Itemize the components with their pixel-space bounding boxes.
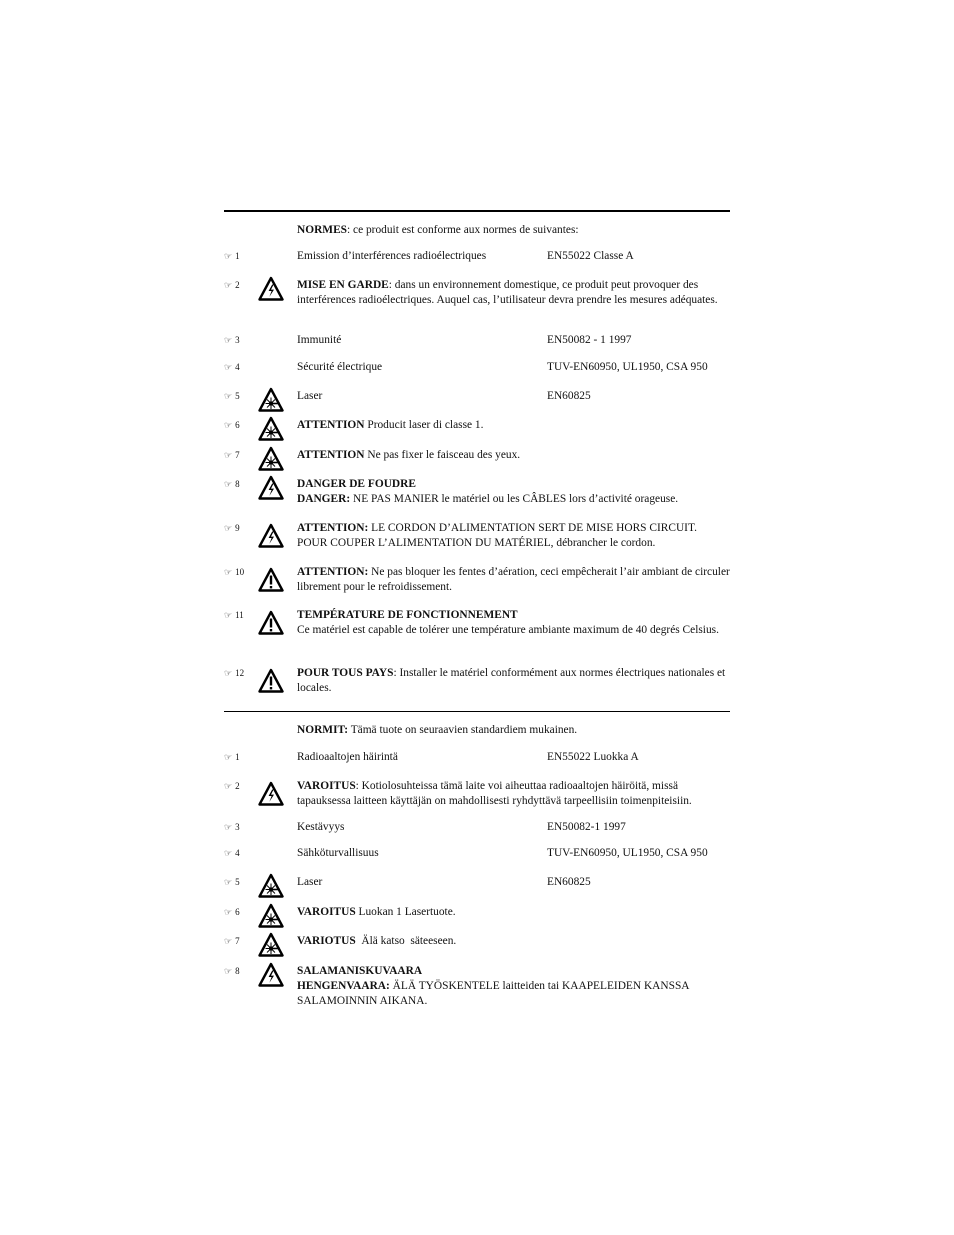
laser-hazard-icon (258, 903, 284, 929)
item-text: Immunité (297, 334, 342, 346)
item-text: VAROITUS Luokan 1 Lasertuote. (297, 906, 456, 918)
item-text: Radioaaltojen häirintä (297, 751, 398, 763)
pointing-hand-icon: ☞ (224, 392, 233, 402)
pointing-hand-icon: ☞ (224, 937, 233, 947)
item-number: ☞ 3 (224, 335, 240, 346)
item-text: Laser (297, 390, 323, 402)
item-text: Sähköturvallisuus (297, 847, 379, 859)
item-number: ☞ 11 (224, 610, 244, 621)
item-number: ☞ 12 (224, 668, 245, 679)
item-standard: EN55022 Luokka A (547, 751, 639, 763)
pointing-hand-icon: ☞ (224, 524, 233, 534)
laser-hazard-icon (258, 387, 284, 413)
item-standard: TUV-EN60950, UL1950, CSA 950 (547, 361, 708, 373)
item-text: ATTENTION Ne pas fixer le faisceau des yeux. (297, 449, 521, 461)
fi-intro-label: NORMIT: (297, 724, 349, 736)
item-number: ☞ 2 (224, 781, 240, 792)
pointing-hand-icon: ☞ (224, 823, 233, 833)
item-number: ☞ 3 (224, 822, 240, 833)
pointing-hand-icon: ☞ (224, 611, 233, 621)
item-text: DANGER DE FOUDRE DANGER: NE PAS MANIER le matériel ou les CÂBLES lors d’activité orageuse. (297, 478, 679, 505)
item-number: ☞ 10 (224, 567, 245, 578)
item-number: ☞ 6 (224, 907, 240, 918)
pointing-hand-icon: ☞ (224, 363, 233, 373)
item-number: ☞ 9 (224, 523, 240, 534)
item-number: ☞ 8 (224, 479, 240, 490)
item-standard: EN60825 (547, 876, 591, 888)
electrical-hazard-icon (258, 475, 284, 501)
item-standard: TUV-EN60950, UL1950, CSA 950 (547, 847, 708, 859)
item-standard: EN60825 (547, 390, 591, 402)
item-number: ☞ 5 (224, 877, 240, 888)
item-text: SALAMANISKUVAARA HENGENVAARA: ÄLÄ TYÖSKENTELE laitteiden tai KAAPELEIDEN KANSSA SALAMOINNIN AIKANA. (297, 965, 689, 1007)
item-standard: EN50082 - 1 1997 (547, 334, 632, 346)
item-number: ☞ 8 (224, 966, 240, 977)
laser-hazard-icon (258, 873, 284, 899)
item-number: ☞ 7 (224, 450, 240, 461)
fi-intro (297, 723, 577, 738)
electrical-hazard-icon (258, 523, 284, 549)
pointing-hand-icon: ☞ (224, 878, 233, 888)
pointing-hand-icon: ☞ (224, 421, 233, 431)
item-standard: EN55022 Classe A (547, 250, 634, 262)
fr-intro (297, 223, 579, 238)
pointing-hand-icon: ☞ (224, 281, 233, 291)
item-number: ☞ 4 (224, 848, 240, 859)
laser-hazard-icon (258, 932, 284, 958)
item-text: VAROITUS: Kotiolosuhteissa tämä laite voi aiheuttaa radioaaltojen häiröitä, missä tapauksessa laitteen käyttäjän on mahdollisesti ryhdyttävä tarpeellisiin toimenpiteisiin. (297, 780, 692, 807)
pointing-hand-icon: ☞ (224, 568, 233, 578)
pointing-hand-icon: ☞ (224, 849, 233, 859)
item-text: TEMPÉRATURE DE FONCTIONNEMENT Ce matériel est capable de tolérer une température ambiante maximum de 40 degrés Celsius. (297, 609, 719, 636)
pointing-hand-icon: ☞ (224, 480, 233, 490)
caution-icon (258, 610, 284, 636)
caution-icon (258, 567, 284, 593)
item-number: ☞ 1 (224, 752, 240, 763)
pointing-hand-icon: ☞ (224, 336, 233, 346)
pointing-hand-icon: ☞ (224, 782, 233, 792)
pointing-hand-icon: ☞ (224, 669, 233, 679)
laser-hazard-icon (258, 416, 284, 442)
item-text: ATTENTION: LE CORDON D’ALIMENTATION SERT DE MISE HORS CIRCUIT. POUR COUPER L’ALIMENTATION DU MATÉRIEL, débrancher le cordon. (297, 522, 697, 549)
fr-intro-text: : ce produit est conforme aux normes de suivantes: (347, 224, 579, 236)
section-divider (224, 711, 730, 712)
pointing-hand-icon: ☞ (224, 252, 233, 262)
pointing-hand-icon: ☞ (224, 967, 233, 977)
item-number: ☞ 6 (224, 420, 240, 431)
item-number: ☞ 2 (224, 280, 240, 291)
item-standard: EN50082-1 1997 (547, 821, 626, 833)
pointing-hand-icon: ☞ (224, 451, 233, 461)
item-text: VARIOTUS Älä katso säteeseen. (297, 935, 457, 947)
item-text: Emission d’interférences radioélectriques (297, 250, 487, 262)
fr-intro-label: NORMES (297, 224, 347, 236)
item-text: Laser (297, 876, 323, 888)
pointing-hand-icon: ☞ (224, 753, 233, 763)
fi-intro-text: Tämä tuote on seuraavien standardiem mukainen. (348, 724, 578, 736)
item-text: Sécurité électrique (297, 361, 383, 373)
item-number: ☞ 1 (224, 251, 240, 262)
item-number: ☞ 4 (224, 362, 240, 373)
item-text: Kestävyys (297, 821, 345, 833)
electrical-hazard-icon (258, 962, 284, 988)
item-number: ☞ 5 (224, 391, 240, 402)
top-rule (224, 210, 730, 212)
electrical-hazard-icon (258, 781, 284, 807)
pointing-hand-icon: ☞ (224, 908, 233, 918)
item-text: MISE EN GARDE: dans un environnement domestique, ce produit peut provoquer des interférences radioélectriques. Auquel cas, l’utilisateur devra prendre les mesures adéquates. (297, 279, 718, 306)
item-text: ATTENTION: Ne pas bloquer les fentes d’aération, ceci empêcherait l’air ambiant de circuler librement pour le refroidissement. (297, 566, 730, 593)
electrical-hazard-icon (258, 276, 284, 302)
caution-icon (258, 668, 284, 694)
item-text: ATTENTION Producit laser di classe 1. (297, 419, 484, 431)
laser-hazard-icon (258, 446, 284, 472)
item-number: ☞ 7 (224, 936, 240, 947)
item-text: POUR TOUS PAYS: Installer le matériel conformément aux normes électriques nationales et locales. (297, 667, 726, 694)
